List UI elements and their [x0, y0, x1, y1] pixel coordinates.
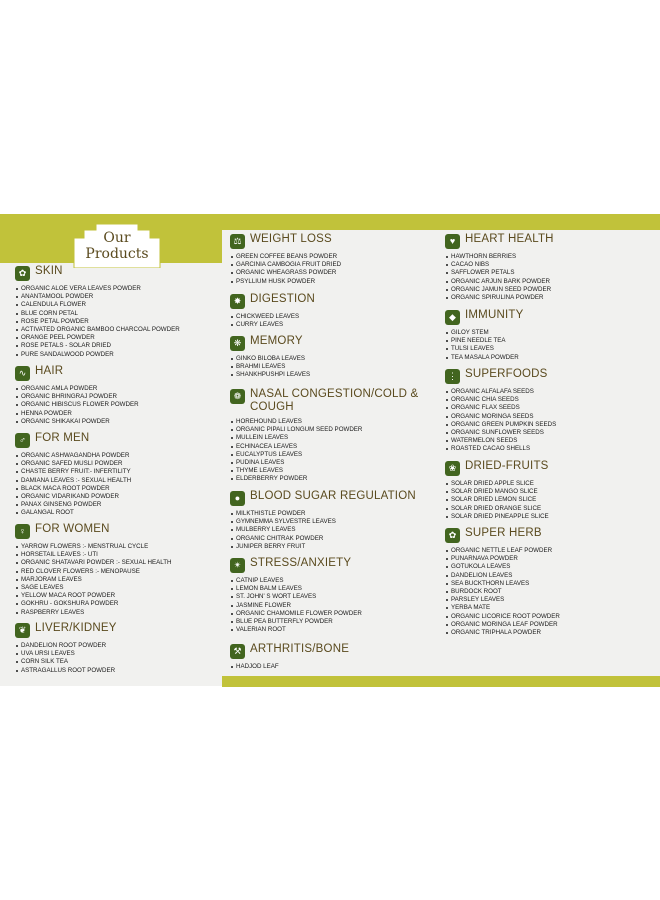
item-list	[15, 452, 131, 518]
item-list	[230, 313, 315, 329]
hair-icon: ∿	[15, 366, 30, 381]
our-products-badge	[72, 222, 162, 268]
bone-icon: ⚒	[230, 644, 245, 659]
product-item: HADJOD LEAF	[230, 663, 349, 671]
section-digestion	[230, 293, 315, 329]
product-item: PURE SANDALWOOD POWDER	[15, 351, 180, 359]
section-title: SKIN	[35, 265, 63, 277]
product-item: ECHINACEA LEAVES	[230, 443, 418, 451]
product-item: SAFFLOWER PETALS	[445, 269, 554, 277]
product-item: GYMNEMMA SYLVESTRE LEAVES	[230, 518, 416, 526]
product-item: MULLEIN LEAVES	[230, 434, 418, 442]
item-list	[445, 329, 523, 362]
section-for-men	[15, 432, 131, 518]
product-item: HAWTHORN BERRIES	[445, 253, 554, 261]
section-memory	[230, 335, 310, 380]
product-item: ORGANIC FLAX SEEDS	[445, 404, 556, 412]
section-nasal-congestion	[230, 388, 418, 484]
product-item: MILKTHISTLE POWDER	[230, 510, 416, 518]
product-item: ORANGE PEEL POWDER	[15, 334, 180, 342]
product-item: YERBA MATE	[445, 604, 560, 612]
item-list	[15, 543, 171, 617]
product-item: BLUE CORN PETAL	[15, 310, 180, 318]
product-item: ORGANIC SHATAVARI POWDER :- SEXUAL HEALTH	[15, 559, 171, 567]
product-item: TEA MASALA POWDER	[445, 354, 523, 362]
product-item: CHICKWEED LEAVES	[230, 313, 315, 321]
section-weight-loss	[230, 233, 341, 286]
product-item: JASMINE FLOWER	[230, 602, 362, 610]
product-item: BRAHMI LEAVES	[230, 363, 310, 371]
product-item: ORGANIC SHIKAKAI POWDER	[15, 418, 139, 426]
product-item: HENNA POWDER	[15, 410, 139, 418]
product-item: CORN SILK TEA	[15, 658, 117, 666]
product-item: YARROW FLOWERS :- MENSTRUAL CYCLE	[15, 543, 171, 551]
product-item: YELLOW MACA ROOT POWDER	[15, 592, 171, 600]
section-hair	[15, 365, 139, 426]
drop-icon: ●	[230, 491, 245, 506]
section-superfoods	[445, 368, 556, 454]
product-item: ASTRAGALLUS ROOT POWDER	[15, 667, 117, 675]
item-list	[15, 385, 139, 426]
product-item: ORGANIC VIDARIKAND POWDER	[15, 493, 131, 501]
product-item: SEA BUCKTHORN LEAVES	[445, 580, 560, 588]
product-item: ORGANIC ARJUN BARK POWDER	[445, 278, 554, 286]
item-list	[445, 547, 560, 637]
item-list	[15, 285, 180, 359]
product-item: HOREHOUND LEAVES	[230, 418, 418, 426]
shield-icon: ◆	[445, 310, 460, 325]
product-item: HORSETAIL LEAVES :- UTI	[15, 551, 171, 559]
product-item: ORGANIC PIPALI LONGUM SEED POWDER	[230, 426, 418, 434]
product-item: SOLAR DRIED APPLE SLICE	[445, 480, 549, 488]
product-item: ORGANIC CHITRAK POWDER	[230, 535, 416, 543]
product-item: BLUE PEA BUTTERFLY POWDER	[230, 618, 362, 626]
product-item: GILOY STEM	[445, 329, 523, 337]
product-item: ORGANIC CHAMOMILE FLOWER POWDER	[230, 610, 362, 618]
product-item: RED CLOVER FLOWERS :- MENOPAUSE	[15, 568, 171, 576]
product-item: ORGANIC WHEAGRASS POWDER	[230, 269, 341, 277]
section-title: MEMORY	[250, 335, 303, 347]
product-item: DAMIANA LEAVES :- SEXUAL HEALTH	[15, 477, 131, 485]
product-item: ROASTED CACAO SHELLS	[445, 445, 556, 453]
section-arthritis-bone	[230, 643, 349, 671]
section-title: BLOOD SUGAR REGULATION	[250, 490, 416, 502]
product-item: RASPBERRY LEAVES	[15, 609, 171, 617]
product-item: ORGANIC CHIA SEEDS	[445, 396, 556, 404]
stress-icon: ✴	[230, 558, 245, 573]
product-item: CACAO NIBS	[445, 261, 554, 269]
section-super-herb	[445, 527, 560, 637]
nose-icon: ❁	[230, 389, 245, 404]
section-title: SUPERFOODS	[465, 368, 548, 380]
product-item: PINE NEEDLE TEA	[445, 337, 523, 345]
female-icon: ♀	[15, 524, 30, 539]
product-item: ORGANIC SPIRULINA POWDER	[445, 294, 554, 302]
kidney-icon: ❦	[15, 623, 30, 638]
section-title: IMMUNITY	[465, 309, 524, 321]
product-item: PUDINA LEAVES	[230, 459, 418, 467]
product-item: BURDOCK ROOT	[445, 588, 560, 596]
stomach-icon: ✸	[230, 294, 245, 309]
product-item: THYME LEAVES	[230, 467, 418, 475]
product-item: ORGANIC BHRINGRAJ POWDER	[15, 393, 139, 401]
seeds-icon: ⋮	[445, 369, 460, 384]
product-item: PARSLEY LEAVES	[445, 596, 560, 604]
product-item: VALERIAN ROOT	[230, 626, 362, 634]
product-item: UVA URSI LEAVES	[15, 650, 117, 658]
product-item: ORGANIC HIBISCUS FLOWER POWDER	[15, 401, 139, 409]
item-list	[230, 418, 418, 484]
product-item: MULBERRY LEAVES	[230, 526, 416, 534]
product-item: PSYLLIUM HUSK POWDER	[230, 278, 341, 286]
bottom-left-panel	[0, 676, 222, 686]
product-item: ORGANIC LICORICE ROOT POWDER	[445, 613, 560, 621]
section-heart-health	[445, 233, 554, 302]
product-item: ORGANIC SUNFLOWER SEEDS	[445, 429, 556, 437]
section-title: FOR WOMEN	[35, 523, 110, 535]
product-item: SHANKHPUSHPI LEAVES	[230, 371, 310, 379]
product-item: EUCALYPTUS LEAVES	[230, 451, 418, 459]
badge-line-products: Products	[85, 246, 149, 262]
product-item: WATERMELON SEEDS	[445, 437, 556, 445]
product-item: ORGANIC JAMUN SEED POWDER	[445, 286, 554, 294]
section-title: HAIR	[35, 365, 64, 377]
bottom-accent-band	[222, 676, 660, 687]
section-skin	[15, 265, 180, 359]
product-item: ORGANIC ASHWAGANDHA POWDER	[15, 452, 131, 460]
product-item: GOKHRU - GOKSHURA POWDER	[15, 600, 171, 608]
product-item: PANAX GINSENG POWDER	[15, 501, 131, 509]
product-item: SOLAR DRIED PINEAPPLE SLICE	[445, 513, 549, 521]
section-title: DRIED-FRUITS	[465, 460, 549, 472]
product-item: GALANGAL ROOT	[15, 509, 131, 517]
product-item: CHASTE BERRY FRUIT:- INFERTILITY	[15, 468, 131, 476]
section-title: LIVER/KIDNEY	[35, 622, 117, 634]
brain-icon: ❋	[230, 336, 245, 351]
section-title: DIGESTION	[250, 293, 316, 305]
product-item: ELDERBERRY POWDER	[230, 475, 418, 483]
product-item: ORGANIC NETTLE LEAF POWDER	[445, 547, 560, 555]
product-item: ACTIVATED ORGANIC BAMBOO CHARCOAL POWDER	[15, 326, 180, 334]
section-title-line2: COUGH	[250, 401, 294, 413]
product-item: GARCINIA CAMBOGIA FRUIT DRIED	[230, 261, 341, 269]
fruit-icon: ❀	[445, 461, 460, 476]
section-title: WEIGHT LOSS	[250, 233, 332, 245]
section-title: HEART HEALTH	[465, 233, 554, 245]
section-title-line1: NASAL CONGESTION/COLD &	[250, 388, 419, 400]
product-item: CURRY LEAVES	[230, 321, 315, 329]
product-item: DANDELION LEAVES	[445, 572, 560, 580]
product-item: GOTUKOLA LEAVES	[445, 563, 560, 571]
product-item: LEMON BALM LEAVES	[230, 585, 362, 593]
product-item: ANANTAMOOL POWDER	[15, 293, 180, 301]
section-immunity	[445, 309, 523, 362]
product-item: ROSE PETAL POWDER	[15, 318, 180, 326]
section-title: STRESS/ANXIETY	[250, 557, 352, 569]
item-list	[230, 577, 362, 634]
item-list	[230, 510, 416, 551]
section-liver-kidney	[15, 622, 117, 675]
product-item: ORGANIC MORINGA LEAF POWDER	[445, 621, 560, 629]
section-title: SUPER HERB	[465, 527, 542, 539]
product-item: ORGANIC MORINGA SEEDS	[445, 413, 556, 421]
item-list	[230, 355, 310, 380]
leaf-icon: ✿	[15, 266, 30, 281]
heart-icon: ♥	[445, 234, 460, 249]
product-item: ORGANIC ALFALAFA SEEDS	[445, 388, 556, 396]
male-icon: ♂	[15, 433, 30, 448]
product-item: ORGANIC ALOE VERA LEAVES POWDER	[15, 285, 180, 293]
section-for-women	[15, 523, 171, 617]
item-list	[445, 480, 549, 521]
item-list	[445, 388, 556, 454]
product-item: SOLAR DRIED ORANGE SLICE	[445, 505, 549, 513]
product-item: TULSI LEAVES	[445, 345, 523, 353]
product-item: ROSE PETALS - SOLAR DRIED	[15, 342, 180, 350]
item-list	[445, 253, 554, 302]
product-item: ORGANIC TRIPHALA POWDER	[445, 629, 560, 637]
section-title: ARTHRITIS/BONE	[250, 643, 350, 655]
product-item: CALENDULA FLOWER	[15, 301, 180, 309]
product-item: ORGANIC AMLA POWDER	[15, 385, 139, 393]
product-item: ORGANIC GREEN PUMPKIN SEEDS	[445, 421, 556, 429]
product-item: ORGANIC SAFED MUSLI POWDER	[15, 460, 131, 468]
product-item: SAGE LEAVES	[15, 584, 171, 592]
product-item: GREEN COFFEE BEANS POWDER	[230, 253, 341, 261]
product-item: JUNIPER BERRY FRUIT	[230, 543, 416, 551]
section-title: FOR MEN	[35, 432, 90, 444]
product-item: GINKO BILOBA LEAVES	[230, 355, 310, 363]
product-item: SOLAR DRIED MANGO SLICE	[445, 488, 549, 496]
section-blood-sugar	[230, 490, 416, 551]
product-item: CATNIP LEAVES	[230, 577, 362, 585]
item-list	[15, 642, 117, 675]
product-item: SOLAR DRIED LEMON SLICE	[445, 496, 549, 504]
product-item: PUNARNAVA POWDER	[445, 555, 560, 563]
item-list	[230, 663, 349, 671]
section-dried-fruits	[445, 460, 549, 521]
herb-icon: ✿	[445, 528, 460, 543]
product-item: BLACK MACA ROOT POWDER	[15, 485, 131, 493]
product-item: MARJORAM LEAVES	[15, 576, 171, 584]
product-item: DANDELION ROOT POWDER	[15, 642, 117, 650]
badge-line-our: Our	[103, 230, 131, 246]
section-stress-anxiety	[230, 557, 362, 634]
scale-icon: ⚖	[230, 234, 245, 249]
product-item: ST. JOHN' S WORT LEAVES	[230, 593, 362, 601]
item-list	[230, 253, 341, 286]
